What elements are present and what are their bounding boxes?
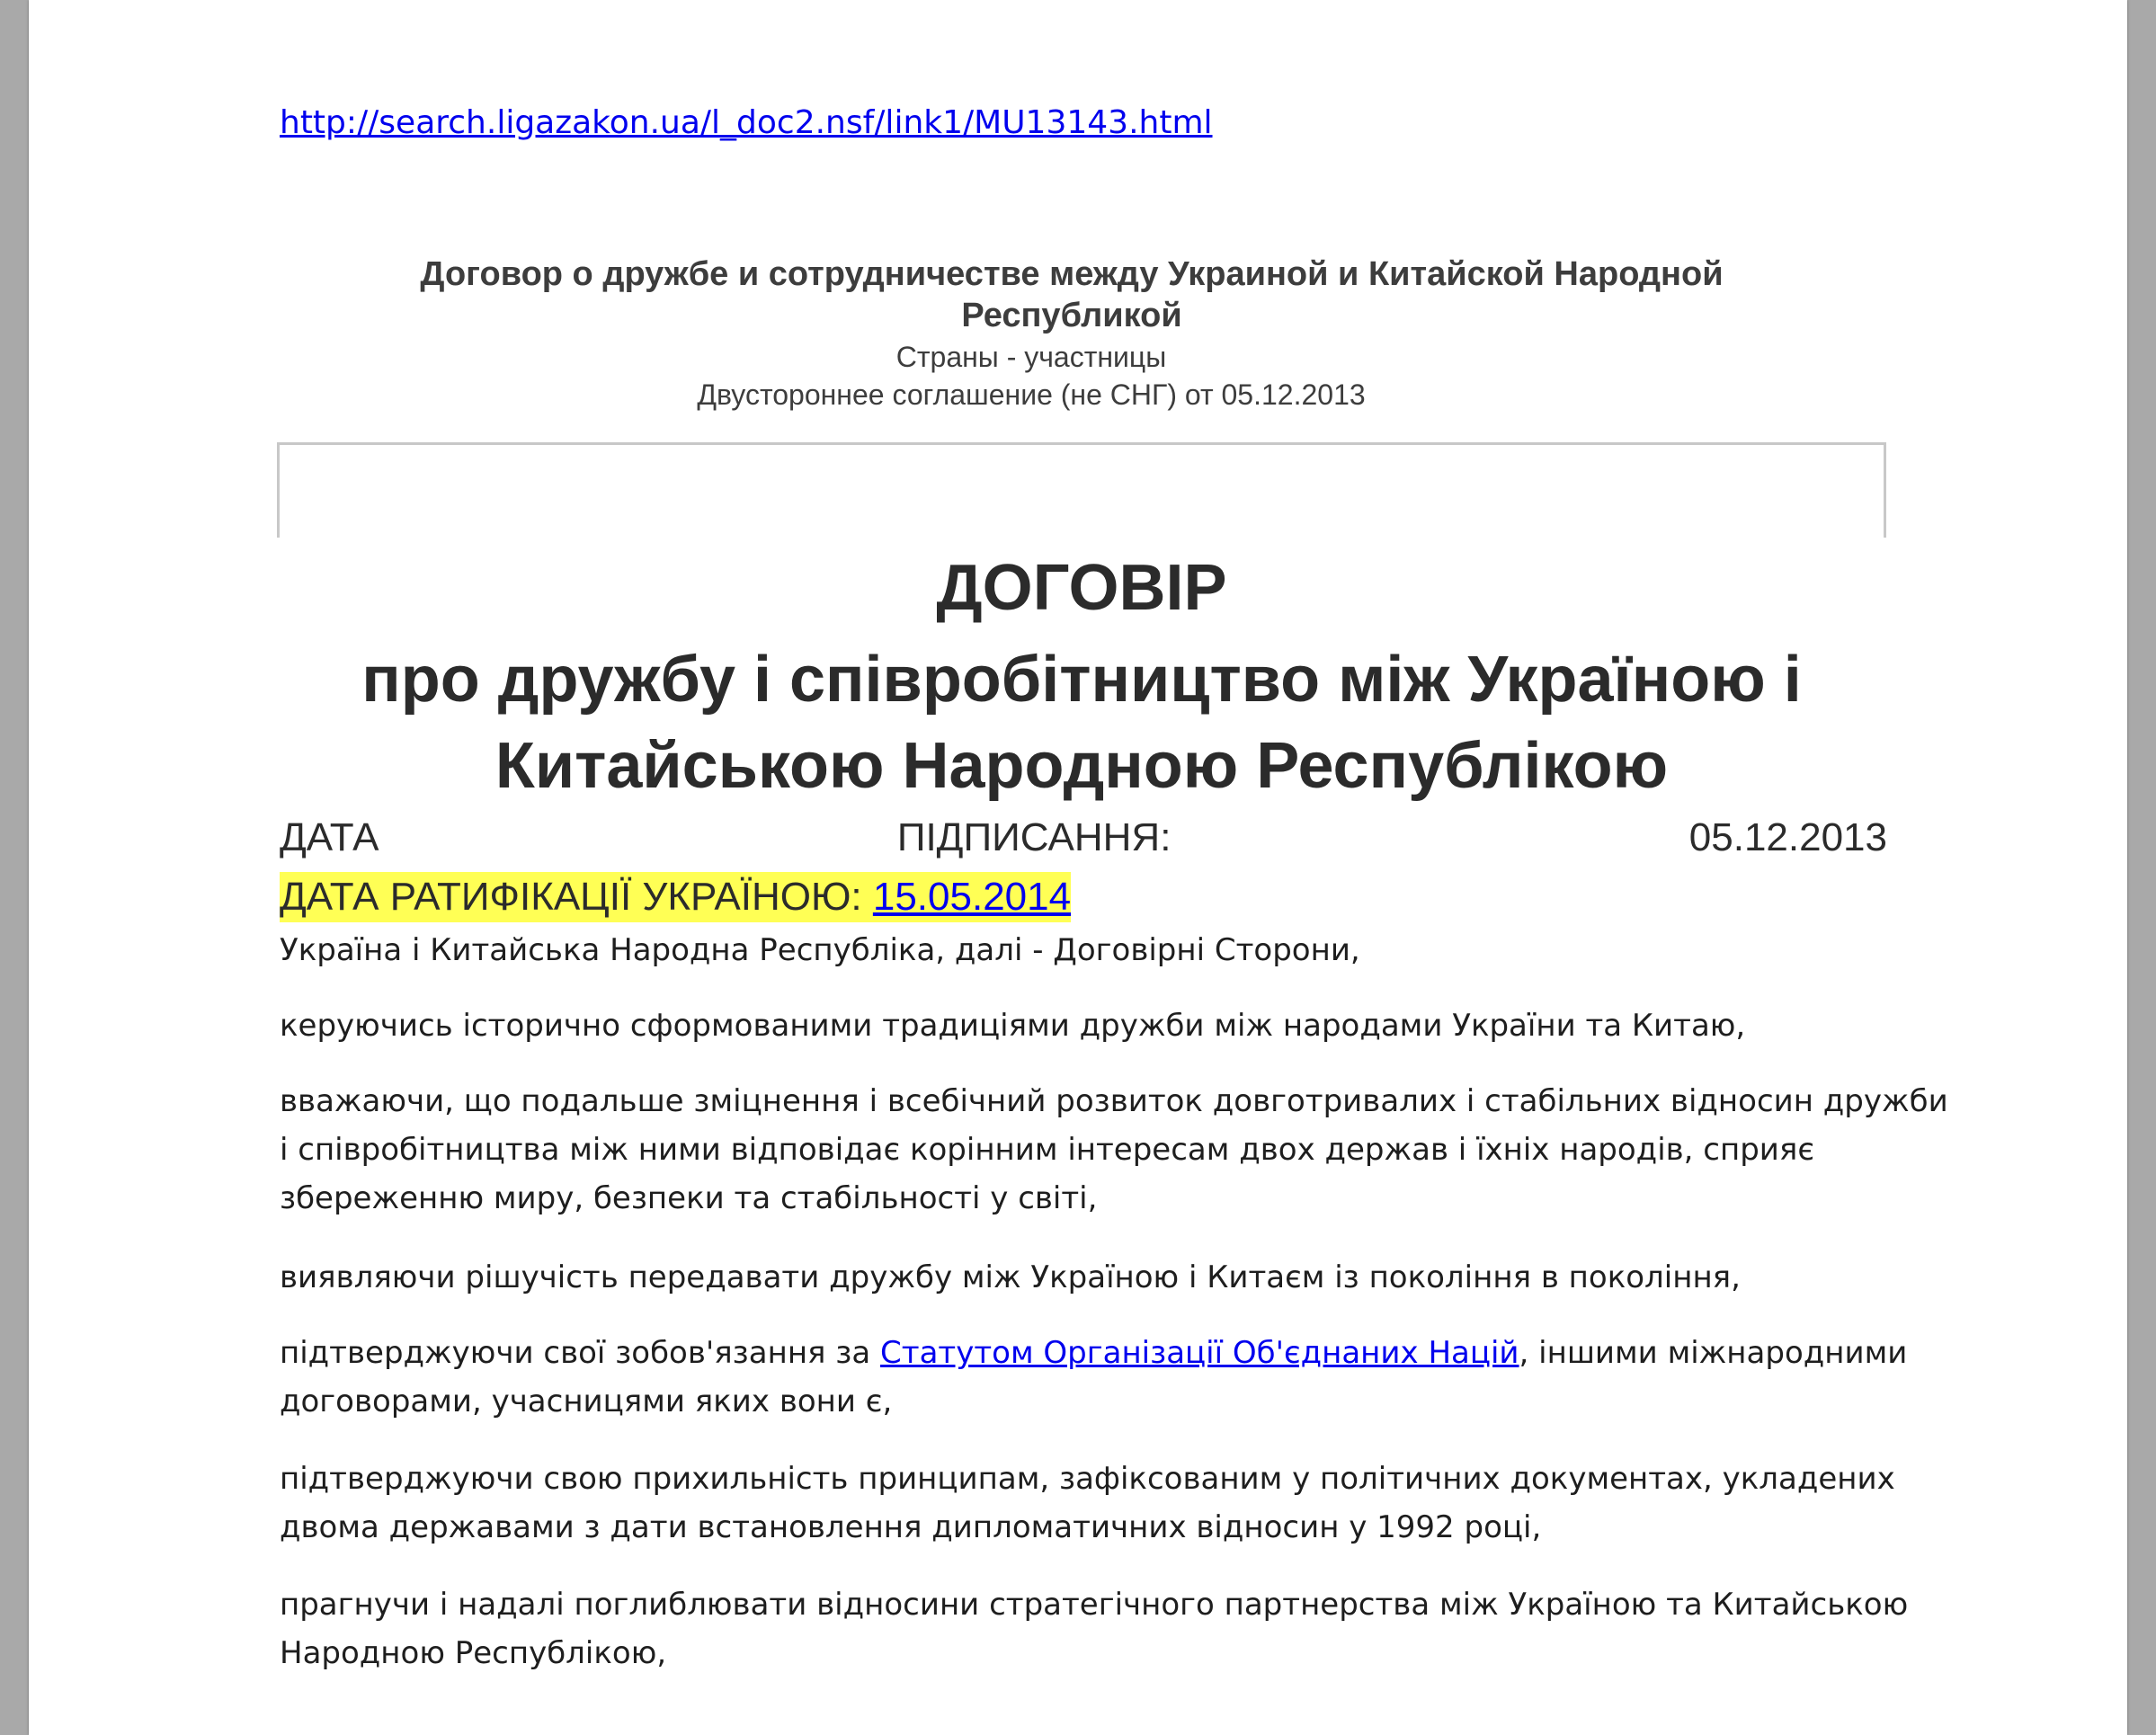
preamble-paragraph-1: Україна і Китайська Народна Республіка, далі - Договірні Сторони,: [280, 932, 1360, 968]
document-title-line-3: Китайською Народною Республікою: [494, 730, 1669, 802]
header-subtitle: Страны - участницы: [895, 341, 1167, 373]
document-title-line-2: про дружбу і співробітництво між Україною і: [361, 644, 1802, 716]
signing-label-signing: ПІДПИСАННЯ:: [896, 815, 1172, 859]
header-agreement: Двустороннее соглашение (не СНГ) от 05.12.2013: [697, 378, 1366, 411]
document-title-line-1: ДОГОВІР: [936, 552, 1227, 624]
preamble-paragraph-5: [280, 1329, 1952, 1426]
ratification-line: [280, 872, 1071, 922]
header-title: Договор о дружбе и сотрудничестве между Украиной и Китайской Народной Республикой: [420, 255, 1724, 334]
ratification-date-link[interactable]: 15.05.2014: [872, 875, 1072, 919]
preamble-paragraph-2: керуючись історично сформованими традиціями дружби між народами України та Китаю,: [280, 1008, 1746, 1044]
signing-date-value: 05.12.2013: [1688, 815, 1887, 859]
signing-date-row: [280, 813, 1887, 863]
paragraph-5-text-before: підтверджуючи свої зобов'язання за: [280, 1335, 881, 1371]
source-link[interactable]: http://search.ligazakon.ua/l_doc2.nsf/link1/MU13143.html: [280, 104, 1213, 141]
document-frame: [277, 442, 1886, 538]
preamble-paragraph-6: підтверджуючи свою прихильність принципам, зафіксованим у політичних документах, укладених двома державами з дати встановлення дипломатичних відносин у 1992 році,: [280, 1461, 1895, 1545]
paragraph-5-text-after: , іншими міжнародними договорами, учасницями яких вони є,: [280, 1335, 1908, 1419]
un-charter-link[interactable]: Статутом Організації Об'єднаних Націй: [880, 1335, 1519, 1371]
preamble-paragraph-3: вважаючи, що подальше зміцнення і всебічний розвиток довготривалих і стабільних відносин дружби і співробітництва між ними відповідає корінним інтересам двох держав і їхніх народів, сприяє збереженню миру, безпеки та стабільності у світі,: [280, 1083, 1948, 1216]
ratification-label: ДАТА РАТИФІКАЦІЇ УКРАЇНОЮ:: [280, 875, 873, 919]
preamble-paragraph-4: виявляючи рішучість передавати дружбу між Україною і Китаєм із покоління в покоління,: [280, 1259, 1741, 1295]
signing-label-date: ДАТА: [280, 815, 379, 859]
document-page: [29, 0, 2127, 1735]
preamble-paragraph-7: прагнучи і надалі поглиблювати відносини стратегічного партнерства між Україною та Китайською Народною Республікою,: [280, 1587, 1909, 1671]
